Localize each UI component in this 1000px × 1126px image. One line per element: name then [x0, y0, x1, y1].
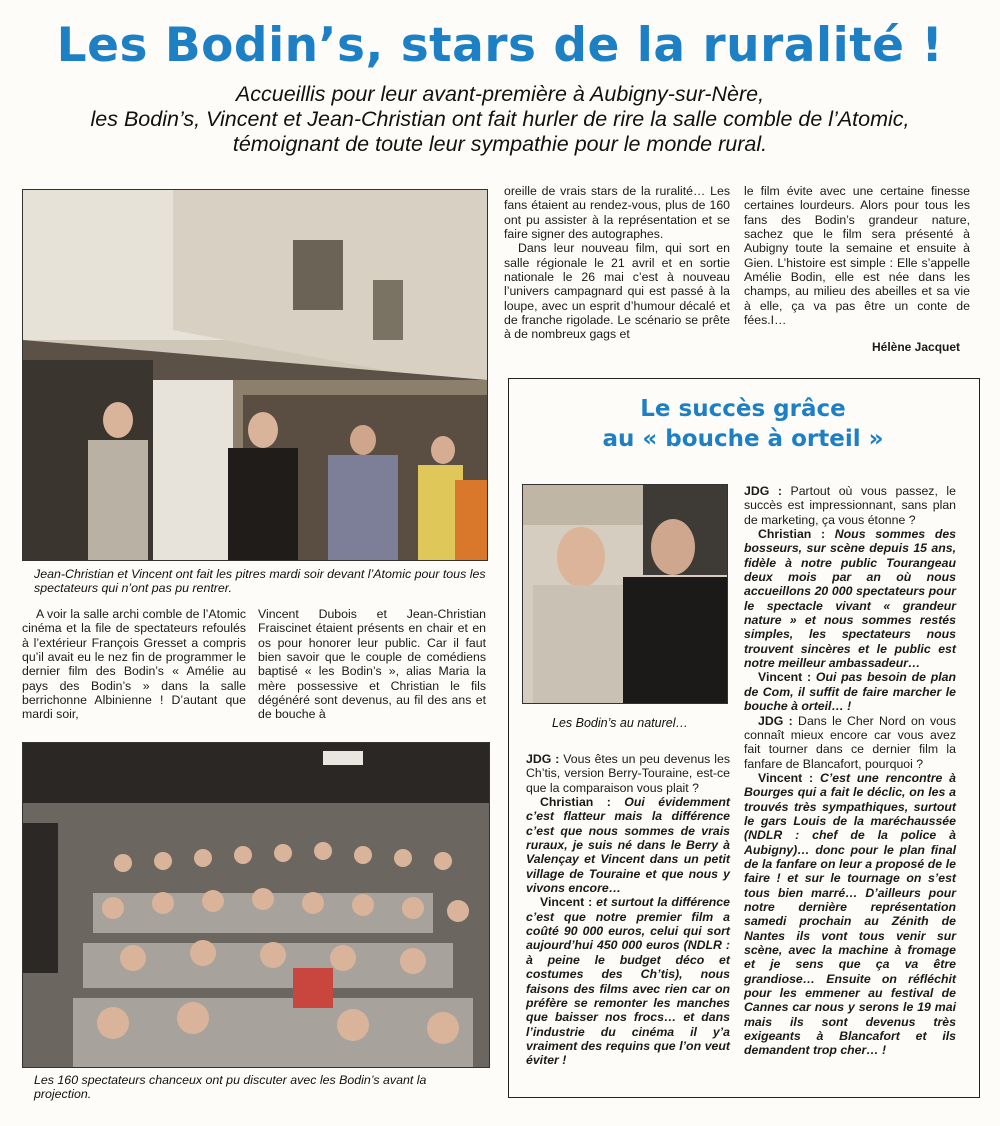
interview-speaker: Vincent :: [758, 670, 812, 685]
interview-entry: [744, 714, 956, 771]
interview-entry: [526, 795, 730, 895]
author-signature: Hélène Jacquet: [872, 340, 961, 354]
interview-speaker: Vincent :: [540, 895, 593, 910]
interview-text: et surtout la différence c’est que notre premier film a coûté 90 000 euros, celui qui sort aujourd’hui 450 000 euros (NDLR : à peine le budget déco et costumes des Ch’tis), nous faisons des films avec rien car on préfère se remonter les manches que baisser nos frocs… et dans l’industrie du cinéma il y’a vraiment des requins que l’on veut éviter !: [526, 895, 730, 1068]
interview-entry: [744, 670, 956, 713]
article-column-3: [504, 184, 730, 342]
photo-audience-image: [23, 743, 489, 1067]
article-column-4: [744, 184, 970, 327]
photo-cinema-facade-image: [23, 190, 487, 560]
standfirst-line: les Bodin’s, Vincent et Jean-Christian ont fait hurler de rire la salle comble de l’Atomic,: [90, 107, 910, 131]
standfirst-line: Accueillis pour leur avant-première à Aubigny-sur-Nère,: [235, 82, 765, 106]
photo-audience: [22, 742, 490, 1068]
article-paragraph: A voir la salle archi comble de l’Atomic cinéma et la file de spectateurs refoulés à l’extérieur François Gresset a compris qu’il avait eu le nez fin de programmer le dernier film des Bodin’s « Amélie au pays des Bodin’s » dans la salle berrichonne Albinienne ! D’autant que mardi soir,: [22, 607, 246, 722]
interview-entry: [526, 895, 730, 1067]
interview-text: Dans le Cher Nord on vous connaît mieux encore car vous avez fait tourner dans ce dernier film la fanfare de Blancafort, pourquoi ?: [744, 713, 956, 771]
photo-audience-caption: Les 160 spectateurs chanceux ont pu discuter avec les Bodin’s avant la projection.: [34, 1073, 427, 1101]
interview-speaker: JDG :: [526, 752, 560, 766]
interview-column-left: [526, 752, 730, 1068]
photo-cinema-facade: [22, 189, 488, 561]
interview-text: Oui évidemment c’est flatteur mais la différence c’est que nous sommes de vrais ruraux, je suis né dans le Berry à Valençay et Vincent dans un petit village de Touraine et que nous y vivons encore…: [526, 795, 730, 896]
article-paragraph: Dans leur nouveau film, qui sort en salle régionale le 21 avril et en sortie nationale le 26 mai c’est à nouveau l’univers campagnard qui est passé à la loupe, avec un esprit d’humour décalé et de franche rigolade. Le scénario se prête à de nombreux gags et: [504, 241, 730, 342]
article-paragraph: le film évite avec une certaine finesse certaines lourdeurs. Alors pour tous les fans des Bodin’s grandeur nature, sachez que le film sera présenté à Aubigny toute la semaine et ensuite à Gien. L’histoire est simple : Elle s’appelle Amélie Bodin, elle est née dans les champs, au milieu des abeilles et sa vie à elle, ça va pas être un conte de fées.I…: [744, 184, 970, 328]
interview-text: Vous êtes un peu devenus les Ch’tis, version Berry-Touraine, est-ce que la comparaison vous plait ?: [526, 752, 730, 795]
interview-title-line: au « bouche à orteil »: [602, 426, 884, 452]
interview-speaker: JDG :: [744, 484, 782, 498]
interview-entry: [526, 752, 730, 795]
interview-text: Partout où vous passez, le succès est impressionnant, sans plan de marketing, ça vous étonne ?: [744, 484, 957, 527]
interview-speaker: Vincent :: [758, 770, 814, 785]
interview-entry: [744, 527, 956, 670]
interview-title-line: Le succès grâce: [640, 396, 846, 422]
standfirst: [0, 82, 1000, 157]
interview-speaker: JDG :: [758, 713, 793, 728]
interview-entry: [744, 484, 956, 527]
photo-bodins: [522, 484, 728, 704]
interview-speaker: Christian :: [758, 527, 826, 542]
article-column-2: [258, 607, 486, 722]
interview-text: C’est une rencontre à Bourges qui a fait le déclic, on les a trouvés très sympathiques, surtout le gars Louis de la maréchaussée (NDLR : chef de la police à Aubigny)… donc pour le plan final de la fanfare on leur a proposé de le faire ! et sur le tournage on s’est tous bien marré… D’ailleurs pour notre dernière représentation samedi prochain au Zénith de Nantes ils vont tous venir sur scène, avec la machine à fromage et je sens que ça va être grandiose… Ensuite on réfléchit pour les emmener au festival de Cannes car nous y serons le 19 mai mais ils sont devenus très exigeants à Blancafort et ils demandent trop cher… !: [744, 770, 956, 1058]
article-paragraph: Vincent Dubois et Jean-Christian Fraiscinet étaient présents en chair et en os pour honorer leur public. Car il faut bien savoir que le couple de comédiens baptisé « les Bodin’s », alias Maria la mère possessive et Christian le fils dégénéré sont devenus, au fil des ans et de bouche à: [258, 607, 486, 722]
article-column-1: [22, 607, 246, 722]
photo-bodins-image: [523, 485, 727, 703]
interview-title: [508, 394, 978, 454]
interview-text: Nous sommes des bosseurs, sur scène depuis 15 ans, fidèle à notre public Tourangeau deux mois par an où nous accueillons 20 000 spectateurs pour le spectacle vivant « grandeur nature » et nous sommes restés simples, les spectateurs nous trouvent sincères et le public est notre meilleur ambassadeur…: [744, 527, 957, 671]
interview-text: Oui pas besoin de plan de Com, il suffit de faire marcher le bouche à orteil… !: [744, 670, 956, 714]
interview-entry: [744, 771, 956, 1058]
photo-bodins-caption: Les Bodin’s au naturel…: [552, 716, 688, 730]
article-paragraph: oreille de vrais stars de la ruralité… Les fans étaient au rendez-vous, plus de 160 ont pu assister à la représentation et se faire signer des autographes.: [504, 184, 730, 242]
interview-column-right: [744, 484, 956, 1058]
standfirst-line: témoignant de toute leur sympathie pour le monde rural.: [232, 132, 768, 156]
headline: Les Bodin’s, stars de la ruralité !: [56, 18, 944, 73]
photo-cinema-caption: Jean-Christian et Vincent ont fait les pitres mardi soir devant l’Atomic pour tous les spectateurs qui n’ont pas pu rentrer.: [34, 567, 486, 595]
interview-speaker: Christian :: [540, 795, 611, 810]
